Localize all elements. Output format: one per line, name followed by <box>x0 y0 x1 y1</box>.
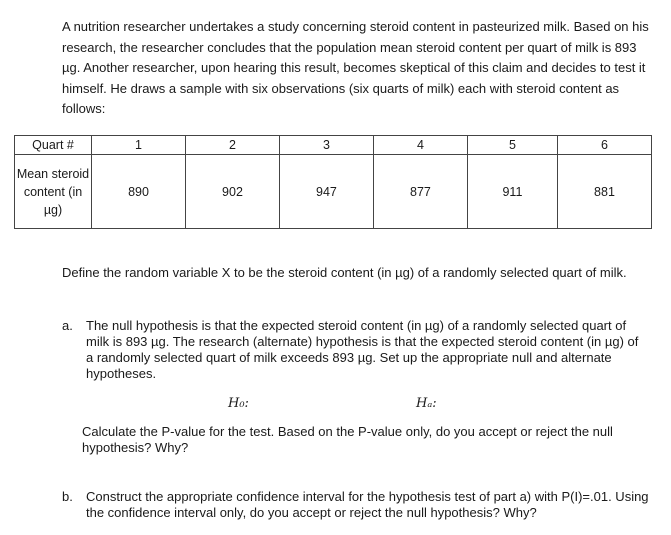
quart-number-cell: 4 <box>373 136 467 155</box>
quart-number-cell: 3 <box>279 136 373 155</box>
steroid-value-cell: 911 <box>467 155 557 229</box>
null-hypothesis-label: H₀: <box>228 396 249 411</box>
alternate-hypothesis-label: Hₐ: <box>416 396 437 411</box>
steroid-value-cell: 881 <box>557 155 651 229</box>
table-row-steroid-values <box>15 155 652 229</box>
steroid-value-cell: 877 <box>373 155 467 229</box>
quart-number-cell: 6 <box>557 136 651 155</box>
steroid-value-cell: 890 <box>92 155 186 229</box>
part-a-marker: a. <box>62 318 73 333</box>
quart-number-cell: 2 <box>185 136 279 155</box>
part-b-marker: b. <box>62 489 73 504</box>
steroid-value-cell: 902 <box>185 155 279 229</box>
part-b-question: Construct the appropriate confidence interval for the hypothesis test of part a) with P(I)=.01. Using the confidence interval only, do you accept or reject the null hypothesis? Why? <box>86 489 649 520</box>
problem-intro: A nutrition researcher undertakes a study concerning steroid content in pasteurized milk. Based on his research, the researcher concludes that the population mean steroid content per quart of milk is 893 µg. Another researcher, upon hearing this result, becomes skeptical of this claim and decides to test it himself. He draws a sample with six observations (six quarts of milk) each with steroid content as follows: <box>62 19 649 116</box>
random-variable-definition: Define the random variable X to be the steroid content (in µg) of a randomly selected quart of milk. <box>62 265 627 280</box>
part-a-question: The null hypothesis is that the expected steroid content (in µg) of a randomly selected quart of milk is 893 µg. The research (alternate) hypothesis is that the expected steroid content (in µg) of a randomly selected quart of milk exceeds 893 µg. Set up the appropriate null and alternate hypotheses. <box>86 318 639 381</box>
steroid-value-label: Mean steroid content (in µg) <box>15 155 92 229</box>
quart-number-cell: 5 <box>467 136 557 155</box>
table-row-quart-numbers <box>15 136 652 155</box>
quart-header-label: Quart # <box>15 136 92 155</box>
quart-number-cell: 1 <box>92 136 186 155</box>
steroid-data-table <box>14 135 652 229</box>
part-a-pvalue-question: Calculate the P-value for the test. Based on the P-value only, do you accept or reject the null hypothesis? Why? <box>82 424 613 455</box>
steroid-value-cell: 947 <box>279 155 373 229</box>
